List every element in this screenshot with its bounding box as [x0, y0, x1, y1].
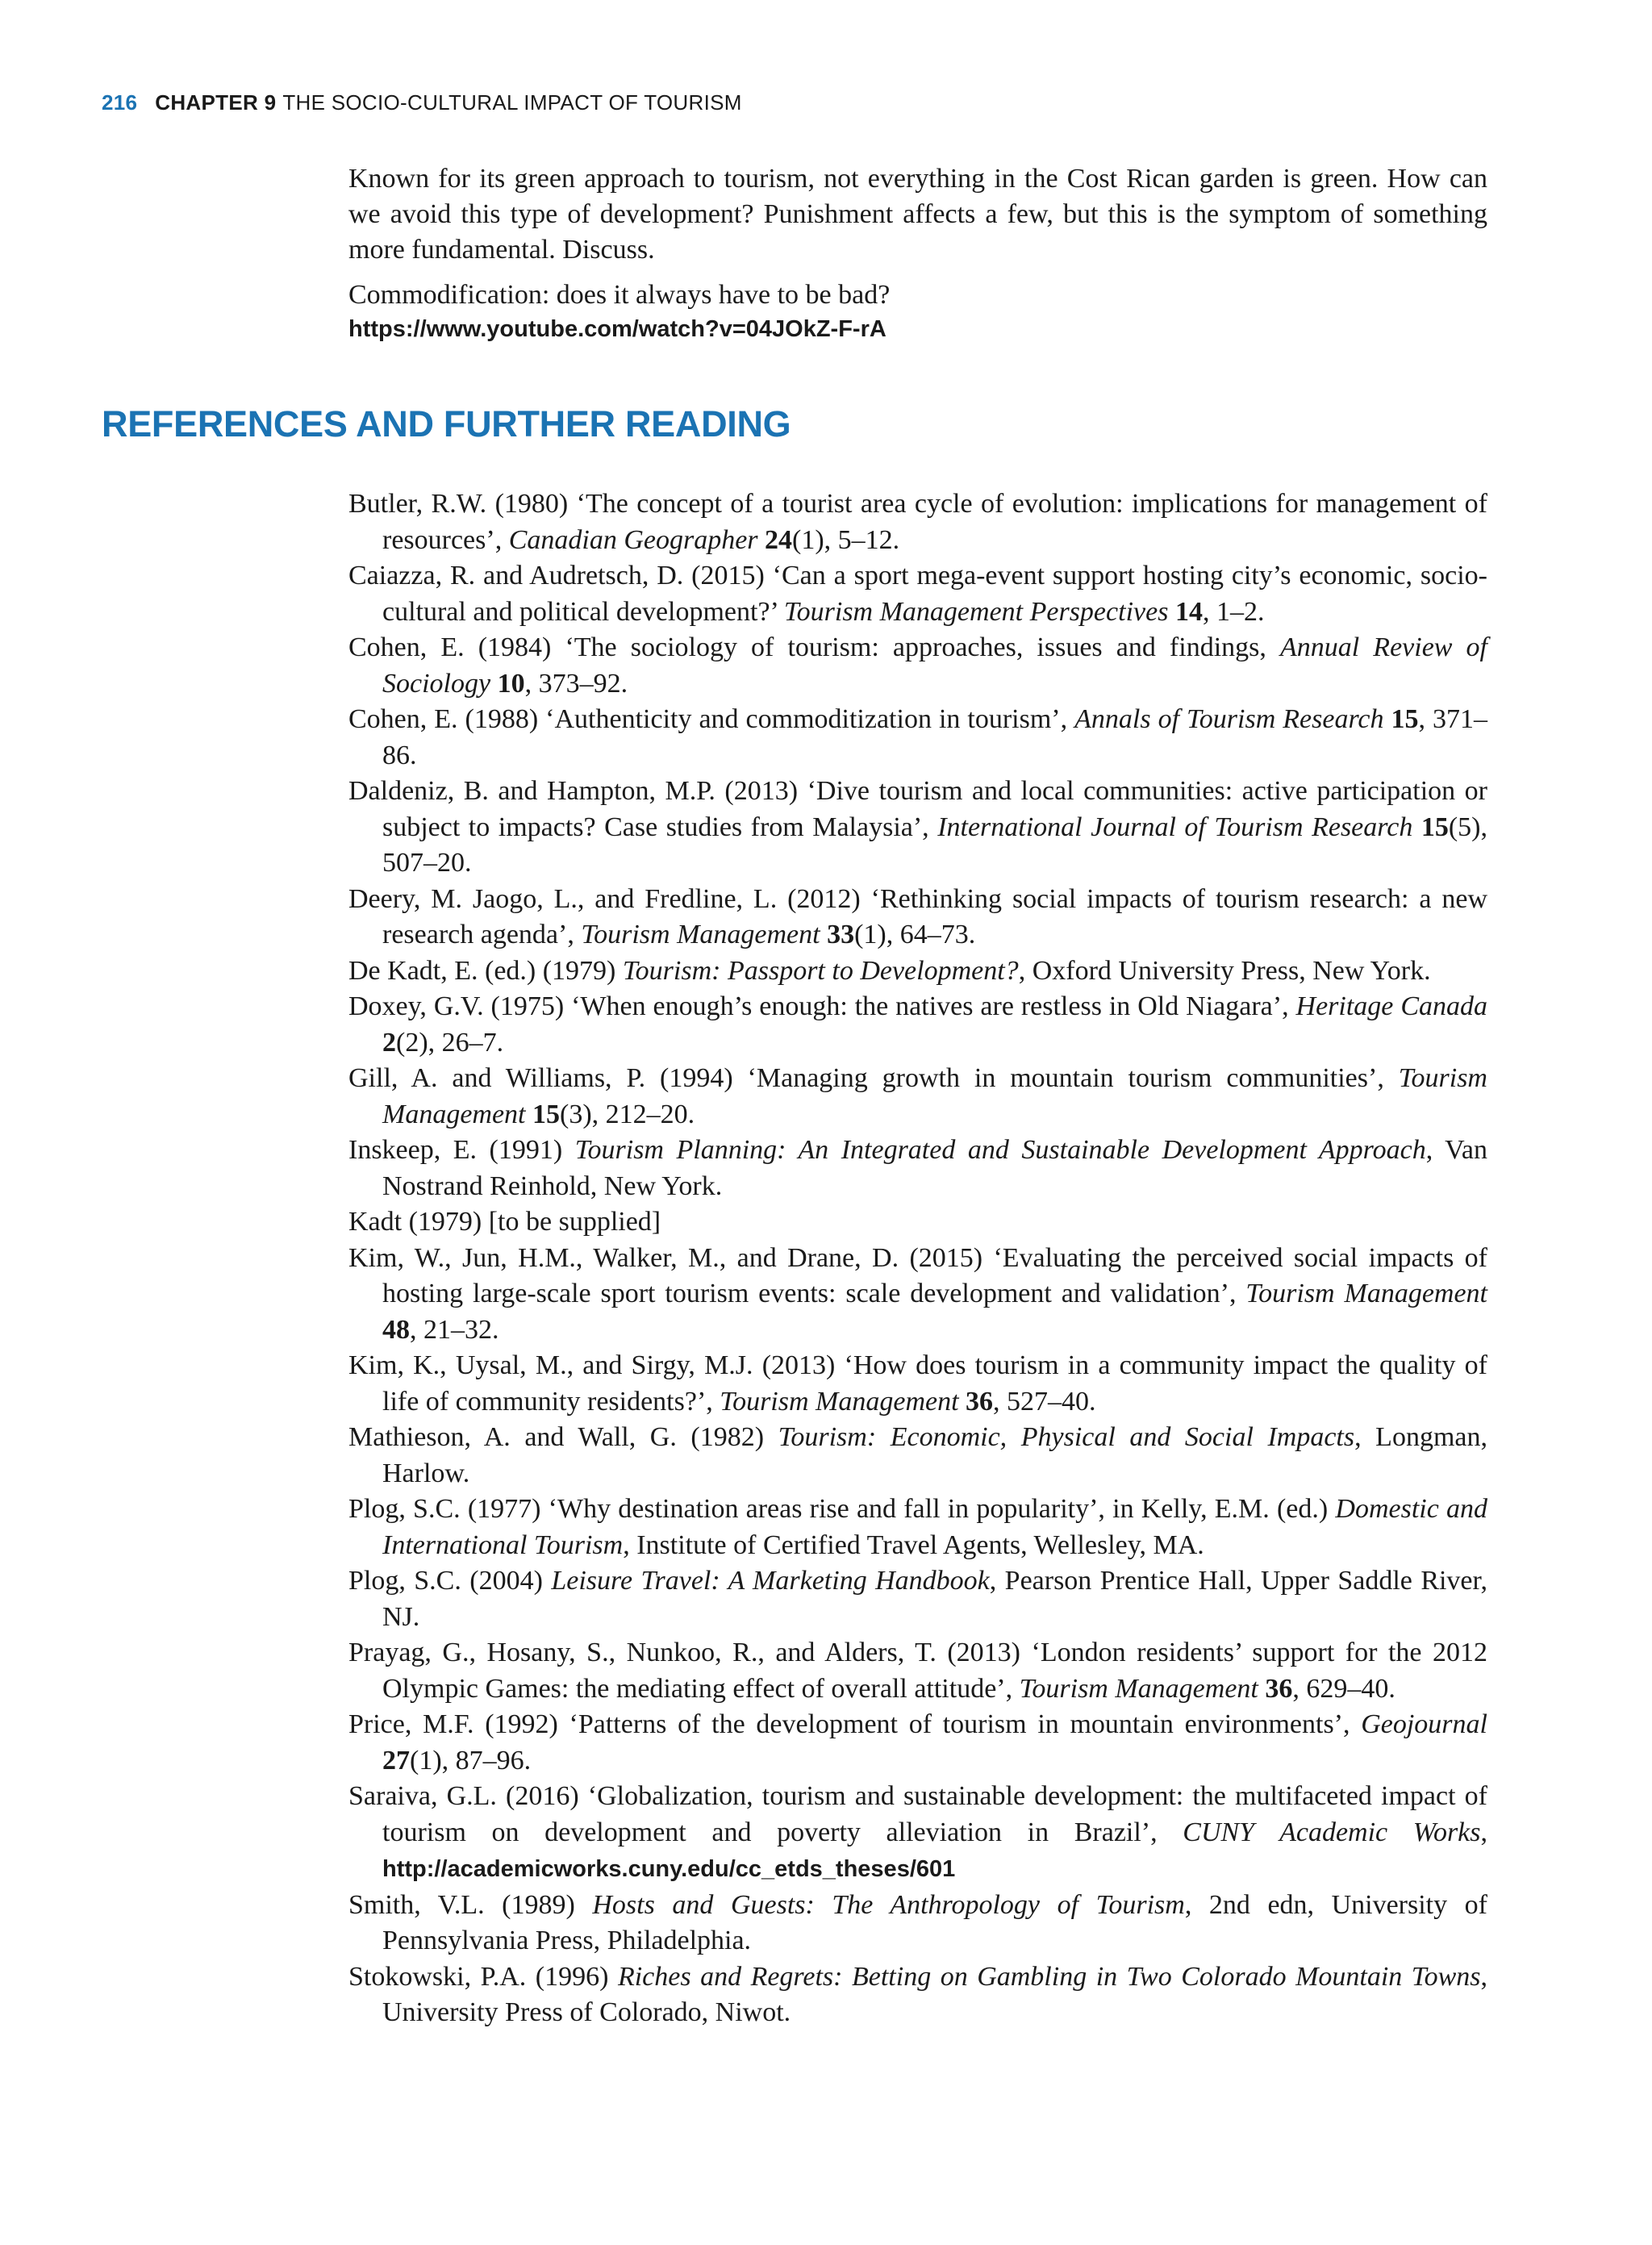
reference-separator: [1168, 597, 1175, 627]
reference-details: , University Press of Colorado, Niwot.: [382, 1961, 1487, 2027]
discussion-paragraph: Known for its green approach to tourism, not everything in the Cost Rican garden is green. How can we avoid this type of development? Punishment affects a few, but this is the symptom of something more fundamental. Discuss.: [348, 164, 1487, 265]
reference-entry: [348, 1707, 1487, 1779]
reference-source-title: Tourism Management: [581, 920, 820, 949]
reference-entry: [348, 1061, 1487, 1133]
reference-source-title: Annual Review of Sociology: [382, 632, 1488, 699]
reference-volume: 15: [1391, 704, 1419, 734]
reference-source-title: Tourism: Economic, Physical and Social Impacts: [778, 1422, 1355, 1452]
reference-volume: 2: [382, 1027, 396, 1058]
reference-source-title: Heritage Canada: [1295, 991, 1487, 1021]
reference-text: Kadt (1979) [to be supplied]: [348, 1207, 661, 1237]
reference-entry: [348, 1635, 1487, 1707]
reference-details: , Van Nostrand Reinhold, New York.: [382, 1135, 1487, 1201]
reference-details: , 373–92.: [524, 668, 628, 699]
reference-volume: 10: [497, 668, 525, 699]
reference-entry: [348, 1563, 1487, 1635]
reference-text: Doxey, G.V. (1975) ‘When enough’s enough: the natives are restless in Old Niagara’,: [348, 991, 1296, 1021]
reference-link[interactable]: http://academicworks.cuny.edu/cc_etds_theses/601: [382, 1856, 956, 1882]
chapter-title: THE SOCIO-CULTURAL IMPACT OF TOURISM: [282, 90, 742, 115]
reference-details: (1), 5–12.: [792, 524, 900, 555]
reference-text: Kim, W., Jun, H.M., Walker, M., and Drane, D. (2015) ‘Evaluating the perceived social impacts of hosting large-scale sport tourism events: scale development and validation’,: [348, 1242, 1487, 1308]
reference-details: (1), 87–96.: [410, 1745, 532, 1776]
reference-entry: [348, 702, 1487, 774]
reference-entry: [348, 953, 1487, 990]
reference-source-title: International Journal of Tourism Research: [937, 812, 1413, 842]
reference-source-title: Canadian Geographer: [508, 524, 758, 555]
reference-text: Smith, V.L. (1989): [348, 1889, 593, 1920]
reference-volume: 15: [1420, 812, 1449, 842]
reference-volume: 14: [1174, 596, 1203, 627]
reference-source-title: Tourism Management: [382, 1063, 1487, 1129]
reference-source-title: Tourism Management Perspectives: [783, 596, 1169, 627]
reference-source-title: Tourism Management: [720, 1386, 959, 1417]
reference-text: Cohen, E. (1984) ‘The sociology of tourism: approaches, issues and findings,: [348, 632, 1280, 662]
reference-details: , Longman, Harlow.: [382, 1422, 1487, 1488]
reference-details: , 2nd edn, University of Pennsylvania Press, Philadelphia.: [382, 1889, 1488, 1955]
reference-text: Caiazza, R. and Audretsch, D. (2015) ‘Can a sport mega-event support hosting city’s economic, socio-cultural and political development?’: [348, 561, 1487, 627]
reference-text: Saraiva, G.L. (2016) ‘Globalization, tourism and sustainable development: the multifaceted impact of tourism on development and poverty alleviation in Brazil’,: [348, 1781, 1487, 1847]
reference-details: , Pearson Prentice Hall, Upper Saddle River, NJ.: [382, 1566, 1487, 1632]
reference-separator: [526, 1100, 533, 1129]
reference-details: (2), 26–7.: [396, 1027, 504, 1058]
reference-source-title: Leisure Travel: A Marketing Handbook: [551, 1566, 990, 1596]
reference-separator: [758, 525, 766, 555]
reference-separator: [1384, 704, 1391, 734]
reference-volume: 15: [532, 1099, 561, 1129]
reference-source-title: CUNY Academic Works: [1183, 1817, 1481, 1847]
discussion-questions: [348, 161, 1487, 345]
reference-details: , Institute of Certified Travel Agents, Wellesley, MA.: [623, 1529, 1204, 1560]
reference-separator: [490, 669, 498, 699]
reference-entry: [348, 1492, 1487, 1563]
reference-source-title: Geojournal: [1361, 1709, 1487, 1739]
page-number: 216: [102, 90, 138, 115]
reference-text: Cohen, E. (1988) ‘Authenticity and commoditization in tourism’,: [348, 704, 1075, 734]
section-title: REFERENCES AND FURTHER READING: [102, 403, 791, 444]
reference-volume: 33: [827, 920, 855, 949]
reference-details: (5), 507–20.: [382, 812, 1488, 878]
reference-source-title: Tourism Planning: An Integrated and Sustainable Development Approach: [574, 1135, 1426, 1165]
reference-text: Gill, A. and Williams, P. (1994) ‘Managing growth in mountain tourism communities’,: [348, 1063, 1399, 1093]
reference-volume: 48: [382, 1314, 410, 1345]
reference-entry: [348, 486, 1487, 558]
reference-text: Deery, M. Jaogo, L., and Fredline, L. (2012) ‘Rethinking social impacts of tourism research: a new research agenda’,: [348, 883, 1487, 949]
reference-entry: [348, 1779, 1487, 1888]
reference-list: [348, 486, 1487, 2031]
reference-source-title: Annals of Tourism Research: [1074, 704, 1384, 734]
reference-entry: [348, 1204, 1487, 1241]
reference-separator: [1412, 812, 1421, 842]
reference-volume: 24: [765, 524, 793, 555]
reference-entry: [348, 1348, 1487, 1420]
reference-details: , 629–40.: [1292, 1673, 1395, 1704]
reference-entry: [348, 1959, 1487, 2031]
reference-text: Mathieson, A. and Wall, G. (1982): [348, 1422, 778, 1452]
running-header: [102, 90, 742, 115]
reference-text: Inskeep, E. (1991): [348, 1135, 575, 1165]
reference-entry: [348, 630, 1487, 702]
reference-details: (3), 212–20.: [560, 1099, 695, 1129]
reference-entry: [348, 989, 1487, 1061]
reference-entry: [348, 558, 1487, 630]
reference-text: Butler, R.W. (1980) ‘The concept of a tourist area cycle of evolution: implications for management of resources’,: [348, 489, 1487, 555]
reference-volume: 36: [966, 1386, 994, 1417]
reference-details: , 371–86.: [382, 704, 1488, 770]
reference-text: Kim, K., Uysal, M., and Sirgy, M.J. (2013) ‘How does tourism in a community impact the quality of life of community residents?’,: [348, 1350, 1487, 1417]
reference-source-title: Riches and Regrets: Betting on Gambling in Two Colorado Mountain Towns: [617, 1961, 1481, 1992]
reference-entry: [348, 774, 1487, 882]
reference-entry: [348, 882, 1487, 953]
reference-source-title: Domestic and International Tourism: [382, 1494, 1487, 1560]
reference-entry: [348, 1420, 1487, 1492]
discussion-paragraph: [348, 277, 1487, 345]
reference-details: , Oxford University Press, New York.: [1018, 955, 1431, 986]
reference-entry: [348, 1888, 1487, 1959]
video-link[interactable]: https://www.youtube.com/watch?v=04JOkZ-F-rA: [348, 316, 886, 342]
reference-entry: [348, 1241, 1487, 1349]
reference-details: , 1–2.: [1202, 596, 1265, 627]
reference-text: Plog, S.C. (1977) ‘Why destination areas rise and fall in popularity’, in Kelly, E.M. (ed.): [348, 1494, 1336, 1524]
reference-source-title: Tourism: Passport to Development?: [622, 955, 1019, 986]
reference-text: De Kadt, E. (ed.) (1979): [348, 955, 623, 986]
reference-volume: 27: [382, 1745, 410, 1776]
reference-details: (1), 64–73.: [854, 920, 976, 949]
reference-text: Price, M.F. (1992) ‘Patterns of the development of tourism in mountain environments’,: [348, 1709, 1362, 1739]
reference-text: Prayag, G., Hosany, S., Nunkoo, R., and Alders, T. (2013) ‘London residents’ support for the 2012 Olympic Games: the mediating effect of overall attitude’,: [348, 1638, 1487, 1704]
reference-volume: 36: [1265, 1673, 1293, 1704]
reference-entry: [348, 1133, 1487, 1204]
reference-details: ,: [1480, 1817, 1488, 1847]
reference-details: , 21–32.: [410, 1314, 499, 1345]
reference-text: Plog, S.C. (2004): [348, 1566, 552, 1596]
reference-separator: [820, 920, 828, 949]
reference-source-title: Tourism Management: [1245, 1279, 1488, 1308]
reference-source-title: Tourism Management: [1019, 1673, 1258, 1704]
reference-separator: [959, 1387, 966, 1417]
reference-text: Daldeniz, B. and Hampton, M.P. (2013) ‘Dive tourism and local communities: active participation or subject to impacts? Case studies from Malaysia’,: [348, 776, 1487, 842]
reference-source-title: Hosts and Guests: The Anthropology of Tourism: [592, 1889, 1185, 1920]
chapter-label: CHAPTER 9: [155, 90, 277, 115]
reference-text: Stokowski, P.A. (1996): [348, 1961, 618, 1992]
discussion-question: Commodification: does it always have to be bad?: [348, 280, 891, 310]
reference-details: , 527–40.: [993, 1386, 1096, 1417]
